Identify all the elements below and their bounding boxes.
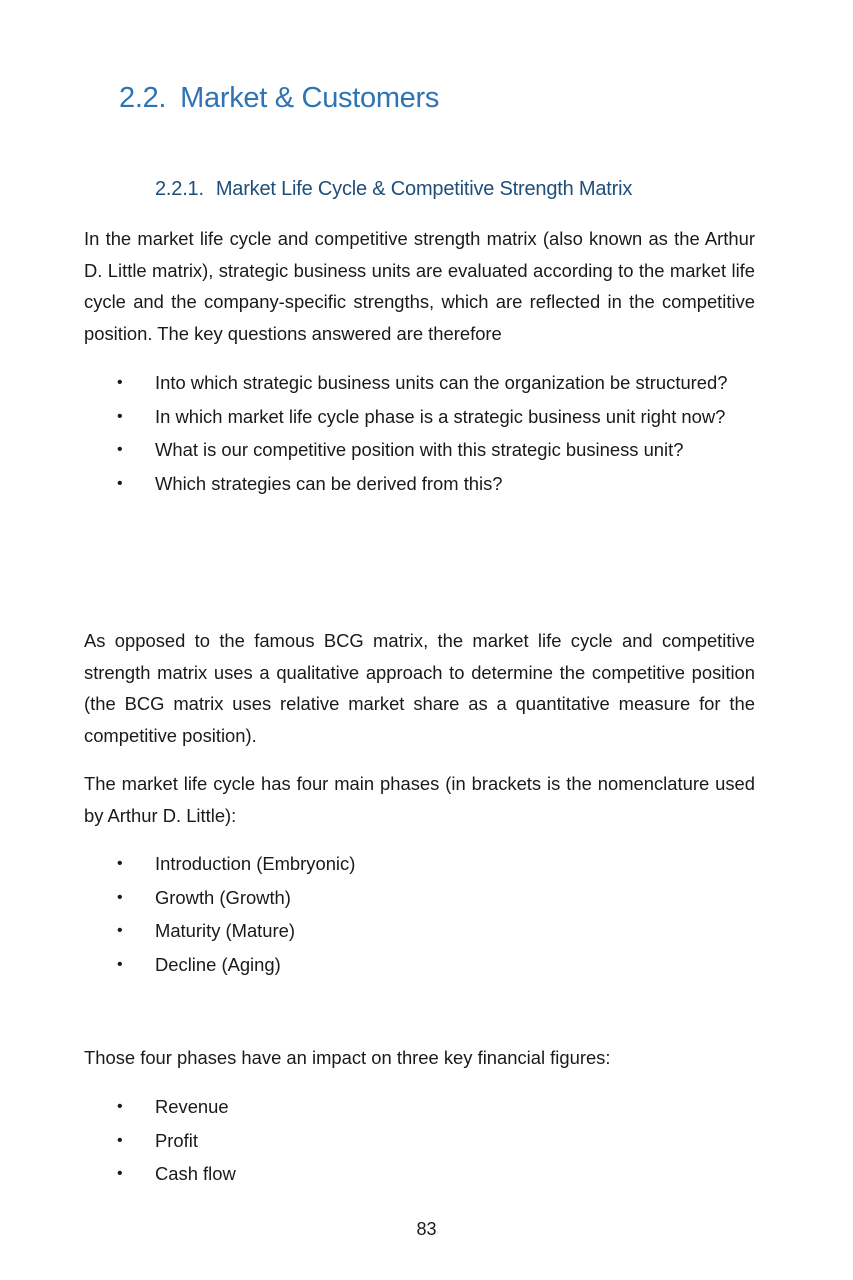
bcg-comparison-paragraph: As opposed to the famous BCG matrix, the market life cycle and competitive strength matrix uses a qualitative approach to determine the competitive position (the BCG matrix uses relative market share as a quantitative measure for the competitive position).: [84, 630, 755, 746]
list-item: • Revenue: [84, 1091, 755, 1123]
key-questions-list: [84, 367, 755, 501]
bullet-icon: •: [117, 1131, 123, 1149]
financial-figures-list: [84, 1091, 755, 1192]
bullet-icon: •: [117, 441, 123, 458]
list-item: • Cash flow: [84, 1158, 755, 1190]
list-item: • Into which strategic business units can the organization be structured?: [84, 367, 755, 399]
list-item: • In which market life cycle phase is a strategic business unit right now?: [84, 401, 755, 433]
list-item: • Maturity (Mature): [84, 915, 755, 947]
bullet-icon: •: [117, 1098, 123, 1115]
bullet-icon: •: [117, 922, 123, 939]
list-item: • Introduction (Embryonic): [84, 848, 755, 880]
financial-intro-paragraph: Those four phases have an impact on three key financial figures:: [84, 1047, 611, 1068]
bullet-icon: •: [117, 855, 123, 872]
subsection-heading: [155, 178, 632, 201]
phases-intro-paragraph: The market life cycle has four main phases (in brackets is the nomenclature used by Arthur D. Little):: [84, 773, 755, 826]
page-number: 83: [416, 1219, 437, 1239]
bullet-icon: •: [117, 1165, 123, 1182]
intro-paragraph: In the market life cycle and competitive strength matrix (also known as the Arthur D. Little matrix), strategic business units are evaluated according to the market life cycle and the company-specific strengths, which are reflected in the competitive position. The key questions answered are therefore: [84, 228, 755, 344]
phases-list: [84, 848, 755, 982]
subsection-number: 2.2.1.: [155, 178, 204, 200]
bullet-icon: •: [117, 955, 123, 973]
list-item: • Which strategies can be derived from this?: [84, 468, 755, 500]
bullet-icon: •: [117, 374, 123, 391]
section-title: Market & Customers: [180, 82, 440, 114]
list-item: • What is our competitive position with this strategic business unit?: [84, 434, 755, 466]
list-item: • Growth (Growth): [84, 882, 755, 914]
bullet-icon: •: [117, 407, 123, 425]
section-number: 2.2.: [119, 82, 167, 114]
bullet-icon: •: [117, 888, 123, 906]
subsection-title: Market Life Cycle & Competitive Strength Matrix: [215, 178, 633, 200]
bullet-icon: •: [117, 474, 123, 492]
section-heading: [119, 82, 439, 115]
list-item: • Decline (Aging): [84, 949, 755, 981]
list-item: • Profit: [84, 1125, 755, 1157]
